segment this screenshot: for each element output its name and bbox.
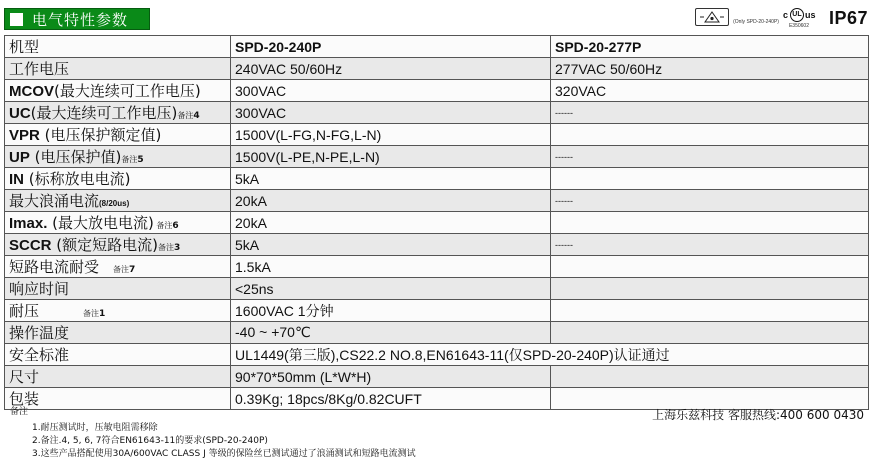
row-note: 备注6 bbox=[156, 221, 179, 231]
row-note: 备注7 bbox=[113, 265, 136, 275]
row-value-240p: 20kA bbox=[231, 190, 551, 212]
table-row bbox=[5, 278, 869, 300]
table-row bbox=[5, 124, 869, 146]
row-label: 耐压 备注1 bbox=[5, 300, 231, 322]
row-value-277p: ------ bbox=[551, 102, 869, 124]
row-value-277p bbox=[551, 322, 869, 344]
certification-marks bbox=[695, 6, 868, 32]
table-row bbox=[5, 58, 869, 80]
row-label: IN (标称放电电流) bbox=[5, 168, 231, 190]
page-header bbox=[4, 6, 868, 34]
table-row bbox=[5, 256, 869, 278]
row-value-277p: 320VAC bbox=[551, 80, 869, 102]
row-value-277p bbox=[551, 366, 869, 388]
table-row bbox=[5, 212, 869, 234]
footnote-line: 3.这些产品搭配使用30A/600VAC CLASS J 等级的保险丝已测试通过了浪涌测试和短路电流测试 bbox=[32, 449, 416, 459]
cert-only-note: (Only SPD-20-240P) bbox=[733, 19, 779, 25]
row-value-240p: 1.5kA bbox=[231, 256, 551, 278]
section-title-box bbox=[4, 8, 150, 30]
row-label: 尺寸 bbox=[5, 366, 231, 388]
ip-rating: IP67 bbox=[828, 8, 868, 28]
row-label: 包装 bbox=[5, 388, 231, 410]
row-label: UP (电压保护值)备注5 bbox=[5, 146, 231, 168]
row-value-240p: <25ns bbox=[231, 278, 551, 300]
square-bullet-icon bbox=[10, 13, 23, 26]
table-row bbox=[5, 366, 869, 388]
certification-logo-icon bbox=[695, 8, 729, 26]
row-label: MCOV(最大连续可工作电压) bbox=[5, 80, 231, 102]
footnote-line: 1.耐压测试时，压敏电阻需移除 bbox=[32, 423, 158, 433]
row-value-277p: ------ bbox=[551, 190, 869, 212]
row-value-240p: 20kA bbox=[231, 212, 551, 234]
row-note: 备注3 bbox=[158, 243, 181, 253]
footnote-line: 2.备注.4, 5, 6, 7符合EN61643-11的要求(SPD-20-240P) bbox=[32, 436, 268, 446]
row-value-240p: 90*70*50mm (L*W*H) bbox=[231, 366, 551, 388]
row-value-240p: 5kA bbox=[231, 234, 551, 256]
row-note: 备注1 bbox=[83, 309, 106, 319]
row-label: 安全标准 bbox=[5, 344, 231, 366]
row-label: 最大浪涌电流(8/20us) bbox=[5, 190, 231, 212]
row-value-240p: -40 ~ +70℃ bbox=[231, 322, 551, 344]
table-row bbox=[5, 344, 869, 366]
row-value-240p: 1500V(L-FG,N-FG,L-N) bbox=[231, 124, 551, 146]
row-value-277p bbox=[551, 124, 869, 146]
row-value-277p bbox=[551, 278, 869, 300]
row-label: 短路电流耐受 备注7 bbox=[5, 256, 231, 278]
table-row bbox=[5, 168, 869, 190]
row-value-277p bbox=[551, 168, 869, 190]
row-value-277p: 277VAC 50/60Hz bbox=[551, 58, 869, 80]
row-label: SCCR (额定短路电流)备注3 bbox=[5, 234, 231, 256]
row-value-240p: UL1449(第三版),CS22.2 NO.8,EN61643-11(仅SPD-20-240P)认证通过 bbox=[231, 344, 869, 366]
row-value-277p bbox=[551, 256, 869, 278]
table-row bbox=[5, 300, 869, 322]
row-value-240p: 5kA bbox=[231, 168, 551, 190]
row-value-240p: 0.39Kg; 18pcs/8Kg/0.82CUFT bbox=[231, 388, 551, 410]
footnotes bbox=[4, 400, 868, 464]
row-note: 备注5 bbox=[121, 155, 144, 165]
header-model-277p: SPD-20-277P bbox=[551, 36, 869, 58]
header-model: 机型 bbox=[5, 36, 231, 58]
row-value-240p: 1600VAC 1分钟 bbox=[231, 300, 551, 322]
row-value-277p: ------ bbox=[551, 234, 869, 256]
row-label: 工作电压 bbox=[5, 58, 231, 80]
row-label: Imax. (最大放电电流) 备注6 bbox=[5, 212, 231, 234]
ul-mark-icon: c UL us E350602 bbox=[782, 10, 816, 29]
section-title: 电气特性参数 bbox=[32, 10, 129, 29]
row-value-240p: 240VAC 50/60Hz bbox=[231, 58, 551, 80]
row-value-240p: 300VAC bbox=[231, 80, 551, 102]
service-hotline: 上海乐兹科技 客服热线:400 600 0430 bbox=[652, 408, 864, 422]
row-value-240p: 1500V(L-PE,N-PE,L-N) bbox=[231, 146, 551, 168]
table-row bbox=[5, 80, 869, 102]
table-row bbox=[5, 146, 869, 168]
row-label: UC(最大连续可工作电压)备注4 bbox=[5, 102, 231, 124]
row-label: VPR (电压保护额定值) bbox=[5, 124, 231, 146]
header-model-240p: SPD-20-240P bbox=[231, 36, 551, 58]
table-row bbox=[5, 102, 869, 124]
spec-table bbox=[4, 35, 869, 410]
row-note: 备注4 bbox=[177, 111, 200, 121]
row-value-277p bbox=[551, 300, 869, 322]
row-value-240p: 300VAC bbox=[231, 102, 551, 124]
table-row bbox=[5, 190, 869, 212]
row-label: 响应时间 bbox=[5, 278, 231, 300]
table-header-row bbox=[5, 36, 869, 58]
footnotes-title: 备注 bbox=[10, 407, 29, 417]
table-row bbox=[5, 322, 869, 344]
table-row bbox=[5, 234, 869, 256]
row-value-277p: ------ bbox=[551, 146, 869, 168]
row-value-277p bbox=[551, 212, 869, 234]
row-label: 操作温度 bbox=[5, 322, 231, 344]
